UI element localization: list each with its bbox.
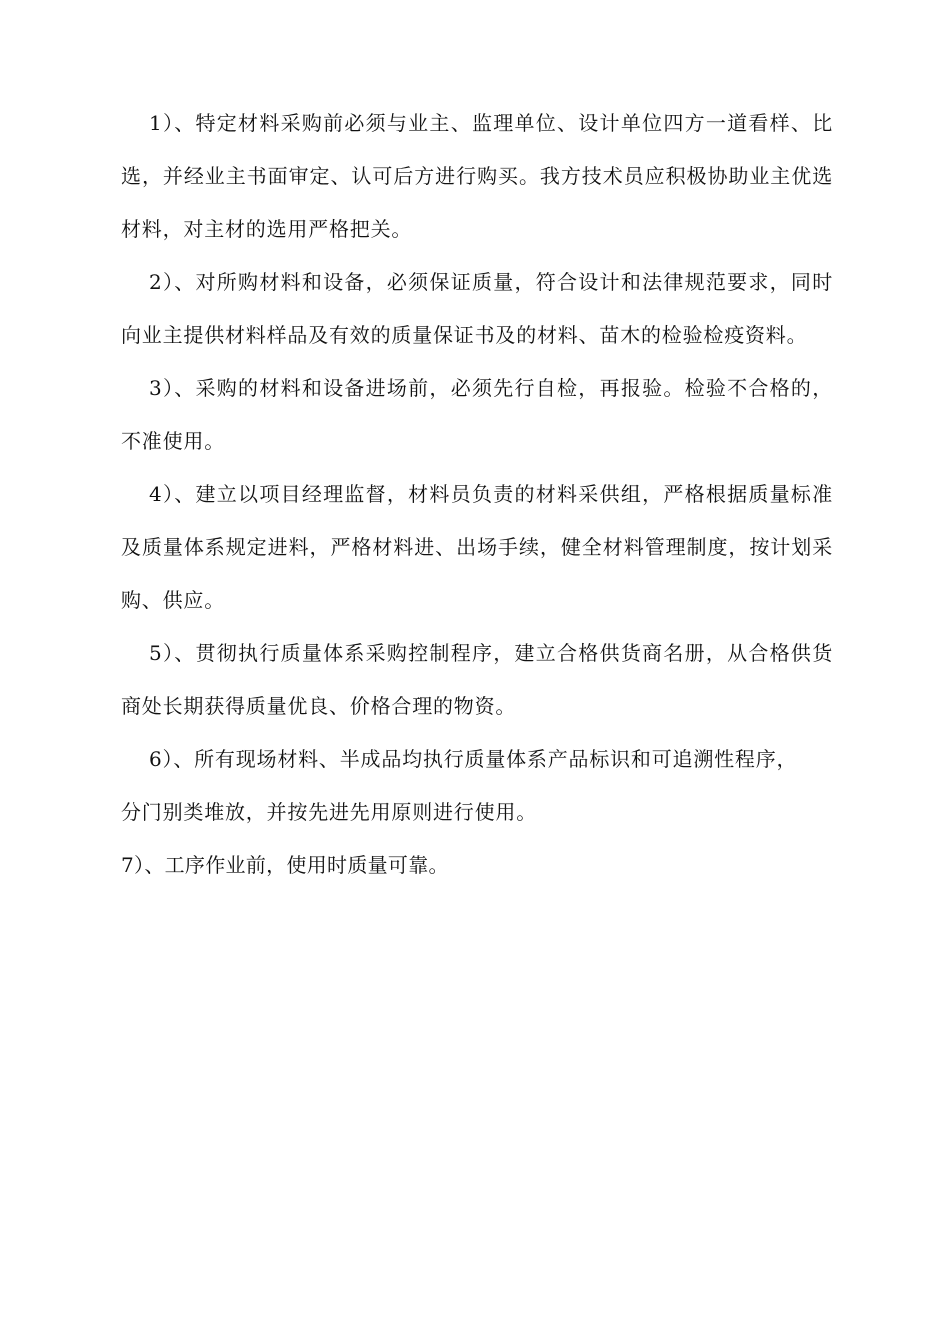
paragraph-6-continuation: 分门别类堆放，并按先进先用原则进行使用。 — [121, 800, 537, 824]
paragraph-3: 3）、采购的材料和设备进场前，必须先行自检，再报验。检验不合格的，不准使用。 — [121, 376, 833, 453]
paragraph-1: 1）、特定材料采购前必须与业主、监理单位、设计单位四方一道看样、比选，并经业主书面审定、认可后方进行购买。我方技术员应积极协助业主优选材料，对主材的选用严格把关。 — [121, 111, 833, 241]
paragraph-4: 4）、建立以项目经理监督，材料员负责的材料采供组，严格根据质量标准及质量体系规定进料，严格材料进、出场手续，健全材料管理制度，按计划采购、供应。 — [121, 482, 833, 612]
paragraph-5: 5）、贯彻执行质量体系采购控制程序，建立合格供货商名册，从合格供货商处长期获得质量优良、价格合理的物资。 — [121, 641, 833, 718]
paragraph-2: 2）、对所购材料和设备，必须保证质量，符合设计和法律规范要求，同时向业主提供材料样品及有效的质量保证书及的材料、苗木的检验检疫资料。 — [121, 270, 833, 347]
paragraph-7: 7）、工序作业前，使用时质量可靠。 — [121, 853, 449, 877]
paragraph-6: 6）、所有现场材料、半成品均执行质量体系产品标识和可追溯性程序， — [149, 747, 798, 771]
document-body — [121, 97, 833, 892]
